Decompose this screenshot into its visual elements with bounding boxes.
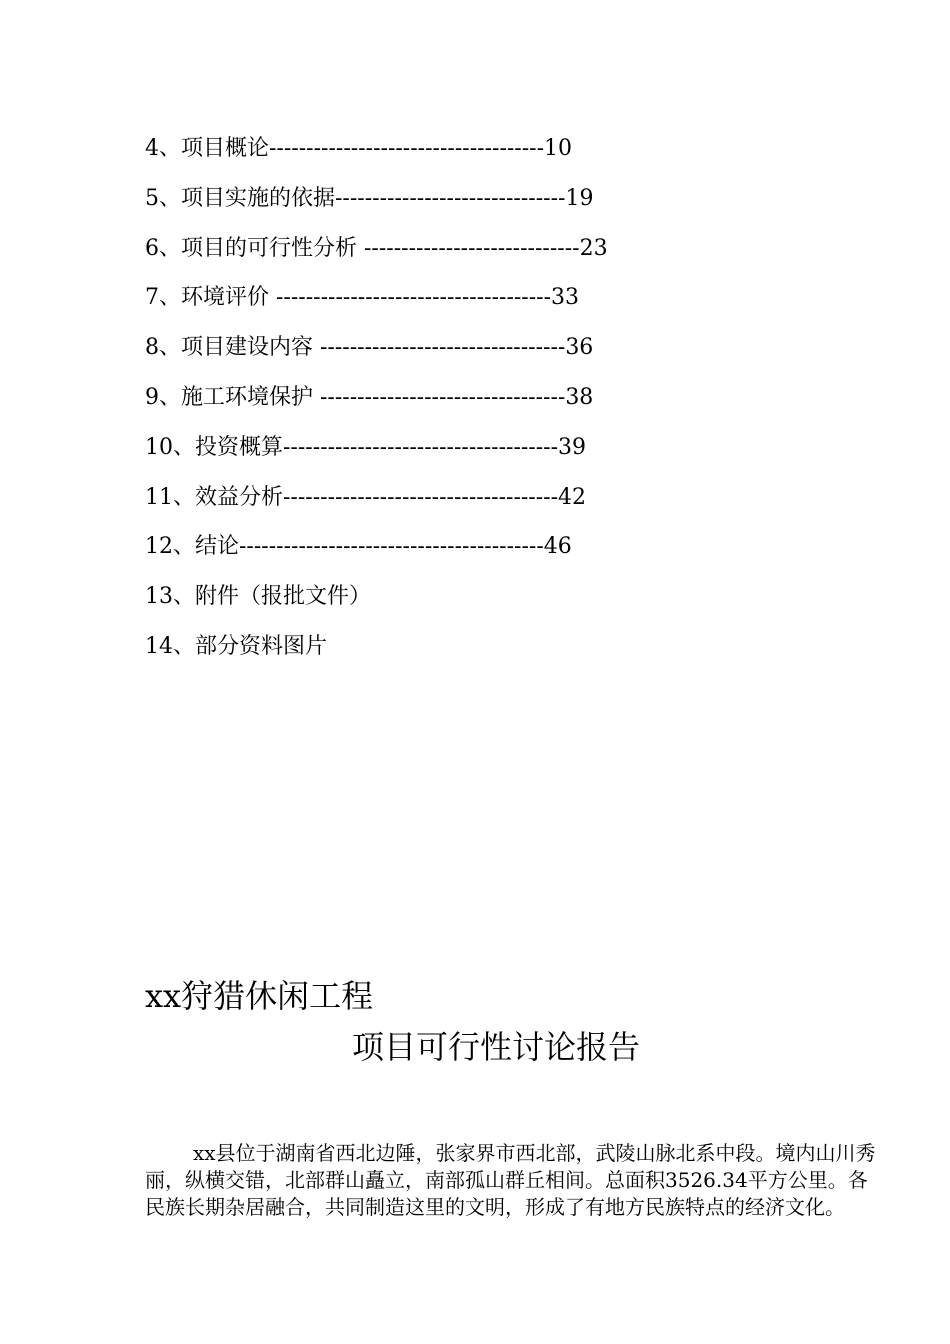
table-of-contents: [145, 131, 785, 679]
toc-page-number: 33: [551, 285, 580, 311]
toc-entry-label: 5、项目实施的依据: [145, 185, 335, 211]
toc-leader-dots: -----------------------------------------: [239, 534, 544, 560]
toc-entry: [145, 231, 785, 281]
toc-leader-dots: -------------------------------------: [283, 434, 559, 460]
toc-entry: [145, 480, 785, 530]
toc-page-number: 36: [565, 335, 594, 361]
toc-page-number: 23: [579, 235, 608, 261]
toc-leader-dots: ---------------------------------: [320, 335, 566, 361]
toc-entry-label: 12、结论: [145, 534, 239, 560]
toc-leader-dots: -----------------------------: [364, 235, 580, 261]
toc-page-number: 39: [558, 434, 587, 460]
toc-entry: [145, 280, 785, 330]
toc-page-number: 10: [544, 136, 573, 161]
toc-entry: [145, 131, 785, 181]
toc-entry: [145, 430, 785, 480]
toc-entry-label: 7、环境评价: [145, 285, 276, 311]
toc-page-number: 46: [543, 534, 572, 560]
toc-entry: [145, 629, 785, 679]
toc-entry: [145, 529, 785, 579]
toc-page-number: 19: [565, 185, 594, 211]
toc-leader-dots: -------------------------------------: [276, 285, 552, 311]
toc-entry: [145, 330, 785, 380]
toc-page-number: 38: [565, 384, 594, 410]
toc-entry-label: 14、部分资料图片: [145, 633, 327, 659]
toc-entry-label: 4、项目概论: [145, 136, 269, 161]
toc-entry-label: 11、效益分析: [145, 484, 283, 510]
toc-entry: [145, 579, 785, 629]
toc-leader-dots: -------------------------------: [335, 185, 566, 211]
toc-entry-label: 13、附件（报批文件）: [145, 584, 371, 610]
toc-page-number: 42: [558, 484, 587, 510]
toc-entry-label: 10、投资概算: [145, 434, 283, 460]
toc-entry-label: 6、项目的可行性分析: [145, 235, 364, 261]
toc-entry-label: 9、施工环境保护: [145, 384, 320, 410]
toc-entry-label: 8、项目建设内容: [145, 335, 320, 361]
toc-leader-dots: -------------------------------------: [283, 484, 559, 510]
toc-leader-dots: -------------------------------------: [269, 136, 545, 161]
intro-paragraph: xx县位于湖南省西北边陲，张家界市西北部，武陵山脉北系中段。境内山川秀丽，纵横交错，北部群山矗立，南部孤山群丘相间。总面积3526.34平方公里。各民族长期杂居融合，共同制造这里的文明，形成了有地方民族特点的经济文化。: [145, 1141, 876, 1219]
toc-entry: [145, 181, 785, 231]
toc-leader-dots: ---------------------------------: [320, 384, 566, 410]
document-title-line-2: 项目可行性讨论报告: [352, 1028, 641, 1066]
document-title-line-1: xx狩猎休闲工程: [145, 977, 374, 1015]
toc-entry: [145, 380, 785, 430]
